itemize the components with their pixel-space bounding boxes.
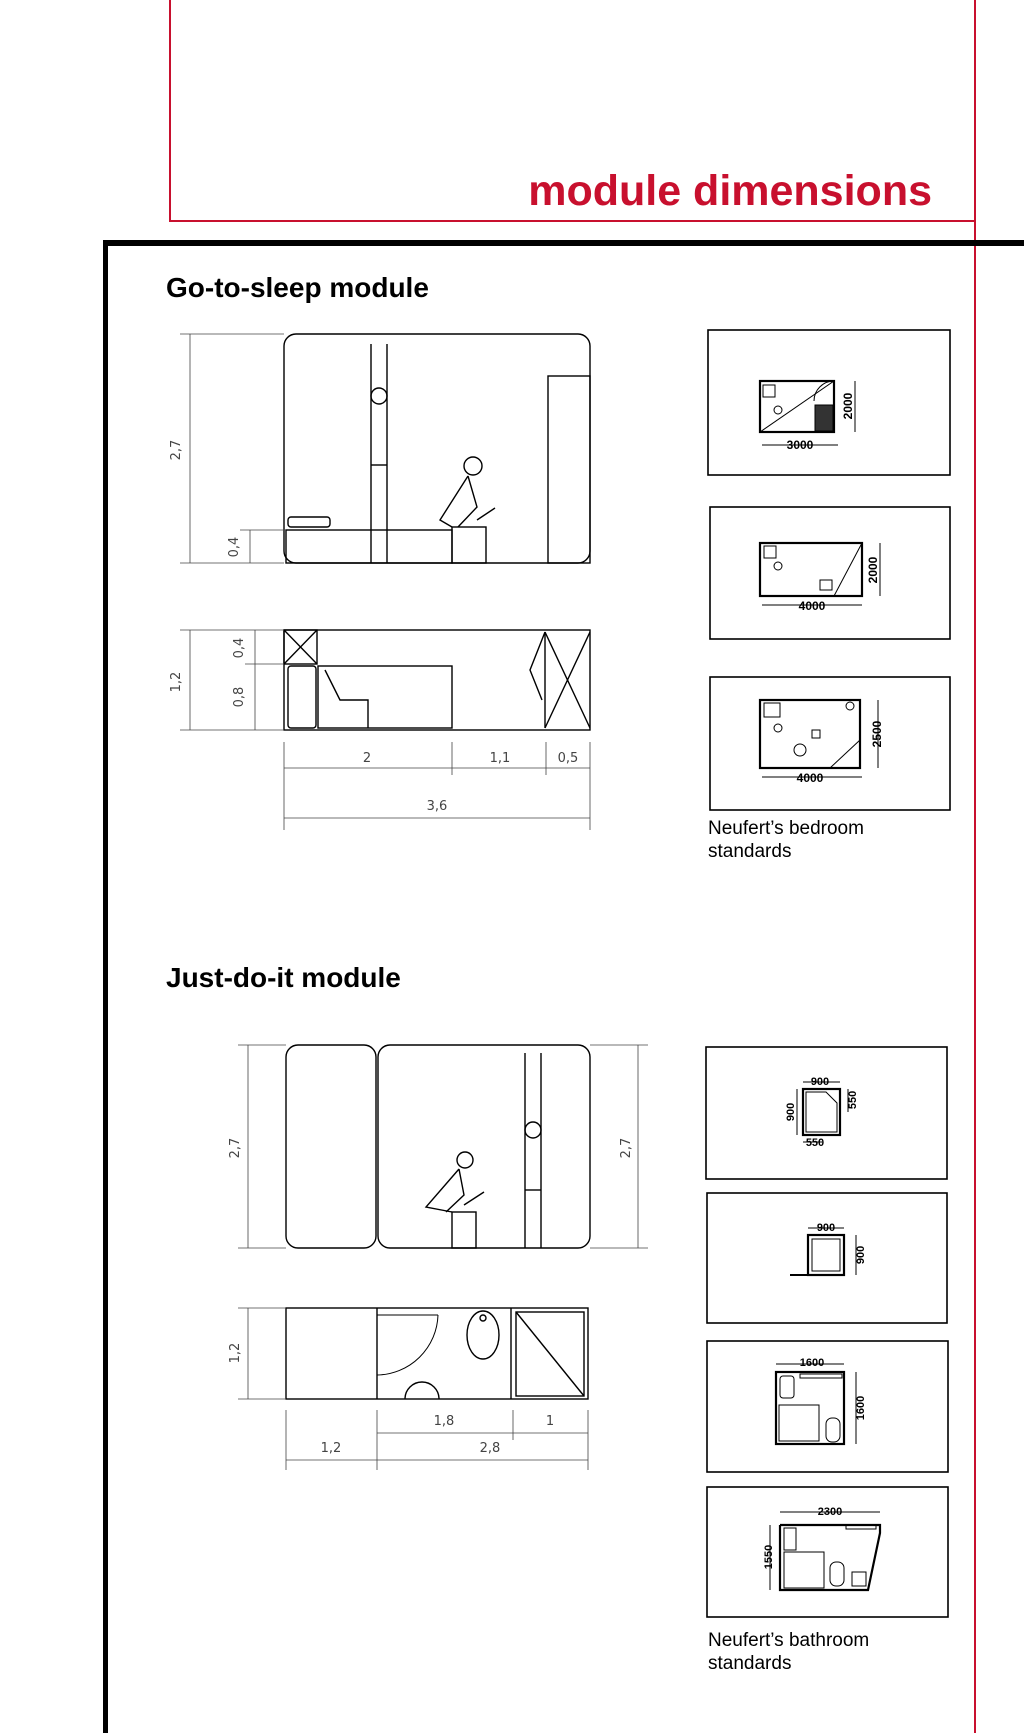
work-section-height-left: 2,7 — [228, 1137, 243, 1159]
sleep-section-height: 2,7 — [169, 439, 184, 461]
sleep-plan-depth: 1,2 — [169, 671, 184, 693]
bathroom-ref-1-side: 900 — [785, 1102, 797, 1122]
work-plan-w2: 1 — [545, 1414, 555, 1429]
bedroom-ref-1-width: 3000 — [786, 438, 814, 452]
work-module-heading: Just-do-it module — [166, 962, 401, 993]
work-plan-drawing — [286, 1308, 588, 1399]
work-plan-w1: 1,8 — [433, 1414, 455, 1429]
bedroom-ref-3-depth: 2500 — [870, 720, 884, 748]
bathroom-reference-4 — [707, 1487, 948, 1617]
bathroom-ref-3-top: 1600 — [799, 1357, 825, 1369]
bathroom-ref-1-right: 550 — [847, 1090, 859, 1110]
sleep-section-bed: 0,4 — [227, 536, 242, 558]
bedroom-ref-2-width: 4000 — [798, 599, 826, 613]
work-plan-depth: 1,2 — [228, 1342, 243, 1364]
bathroom-ref-2-side: 900 — [855, 1245, 867, 1265]
bedroom-ref-1-depth: 2000 — [841, 392, 855, 420]
bathroom-ref-3-side: 1600 — [855, 1395, 867, 1421]
bedroom-ref-3-width: 4000 — [796, 771, 824, 785]
sleep-plan-w2: 1,1 — [489, 751, 511, 766]
bathroom-ref-1-bottom: 550 — [805, 1137, 825, 1149]
sleep-plan-bed: 0,8 — [232, 686, 247, 708]
bathroom-reference-1 — [706, 1047, 947, 1179]
work-plan-right: 2,8 — [479, 1441, 501, 1456]
bathroom-reference-3 — [707, 1341, 948, 1472]
sleep-plan-w3: 0,5 — [557, 751, 579, 766]
work-plan-left: 1,2 — [320, 1441, 342, 1456]
sleep-plan-total: 3,6 — [426, 799, 448, 814]
work-plan-dims — [238, 1308, 588, 1470]
bathroom-ref-4-side: 1550 — [763, 1544, 775, 1570]
bedroom-ref-2-depth: 2000 — [866, 556, 880, 584]
work-section-dims — [238, 1045, 648, 1248]
bedroom-caption: Neufert’s bedroom standards — [708, 818, 864, 862]
bathroom-ref-2-top: 900 — [816, 1222, 836, 1234]
page-title: module dimensions — [528, 167, 932, 215]
work-section-height-right: 2,7 — [619, 1137, 634, 1159]
bathroom-ref-1-top: 900 — [810, 1076, 830, 1088]
work-section-drawing — [286, 1045, 590, 1248]
sleep-plan-w1: 2 — [362, 751, 372, 766]
bathroom-caption: Neufert’s bathroom standards — [708, 1630, 870, 1674]
sleep-plan-top: 0,4 — [232, 637, 247, 659]
sleep-module-heading: Go-to-sleep module — [166, 272, 429, 303]
bathroom-reference-2 — [707, 1193, 947, 1323]
bathroom-ref-4-top: 2300 — [817, 1506, 843, 1518]
